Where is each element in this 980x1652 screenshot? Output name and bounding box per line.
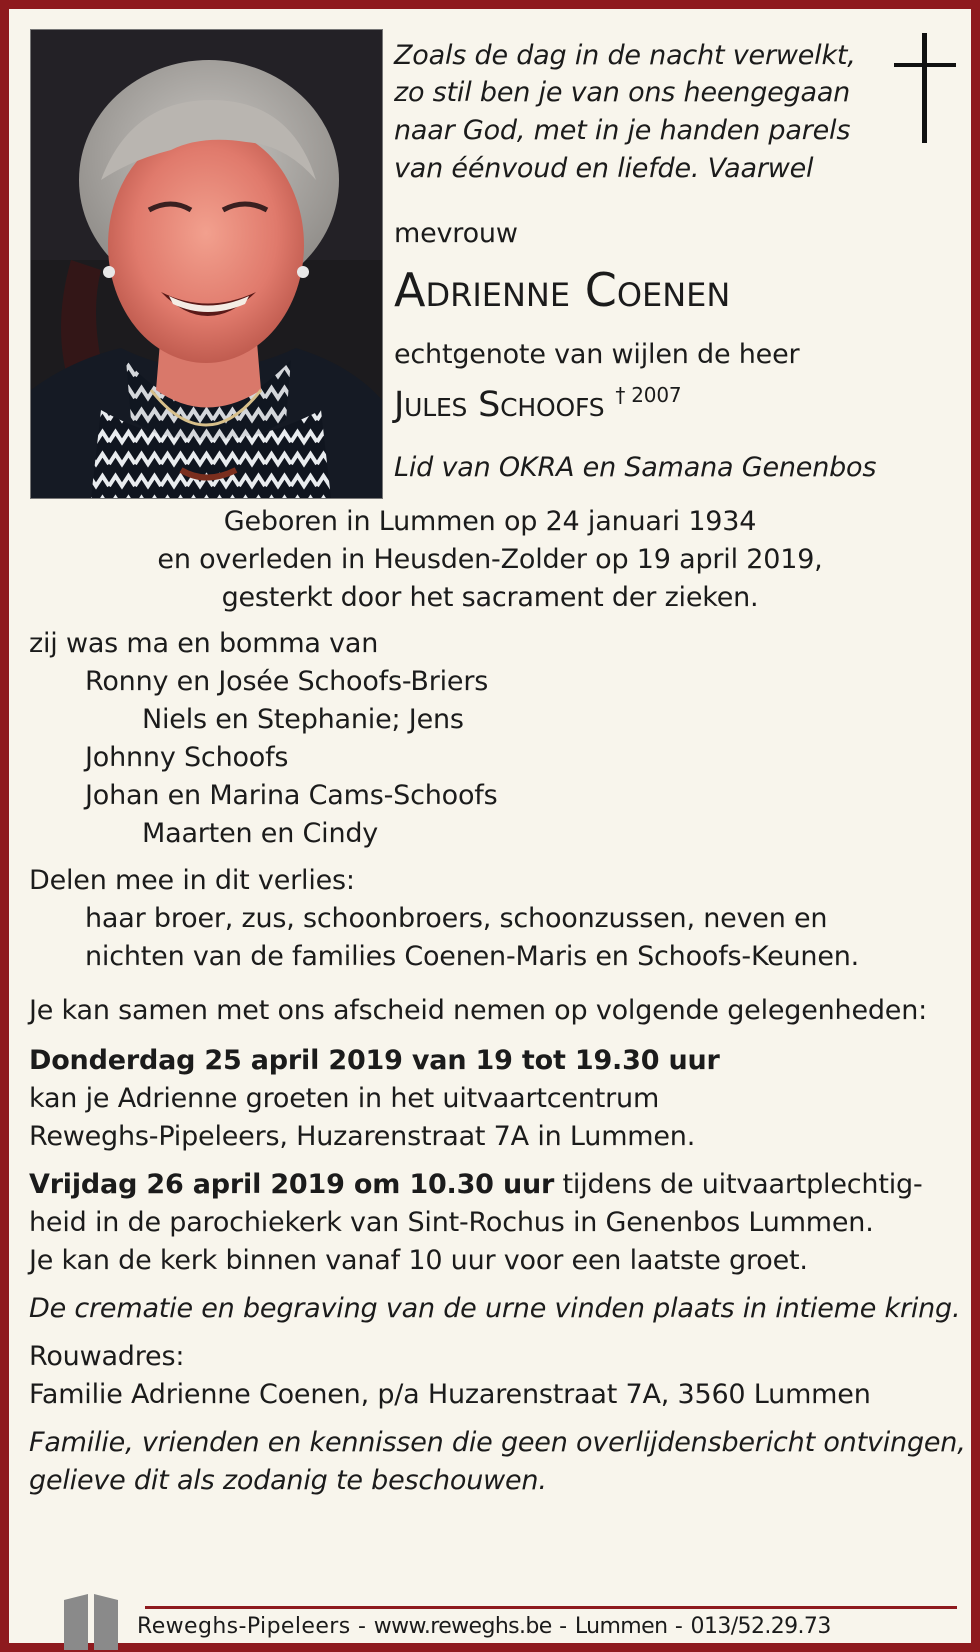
family-intro: zij was ma en bomma van <box>29 628 379 659</box>
family-member: Ronny en Josée Schoofs-Briers <box>85 666 489 697</box>
salutation: mevrouw <box>394 218 518 249</box>
farewell-intro: Je kan samen met ons afscheid nemen op volgende gelegenheden: <box>29 995 928 1026</box>
sharing-line: nichten van de families Coenen-Maris en Schoofs-Keunen. <box>85 941 860 972</box>
portrait-photo <box>30 29 383 499</box>
address-label: Rouwadres: <box>29 1341 185 1372</box>
visit-line: kan je Adrienne groeten in het uitvaartcentrum <box>29 1083 660 1114</box>
service-line: Je kan de kerk binnen vanaf 10 uur voor een laatste groet. <box>29 1245 808 1276</box>
family-member: Johan en Marina Cams-Schoofs <box>85 780 498 811</box>
service-when: Vrijdag 26 april 2019 om 10.30 uur <box>29 1169 555 1200</box>
spouse-death-year: † 2007 <box>615 383 682 407</box>
visit-when: Donderdag 25 april 2019 van 19 tot 19.30 uur <box>29 1045 720 1076</box>
spouse-intro: echtgenote van wijlen de heer <box>394 339 800 370</box>
service-line: heid in de parochiekerk van Sint-Rochus in Genenbos Lummen. <box>29 1207 874 1238</box>
sharing-intro: Delen mee in dit verlies: <box>29 865 355 896</box>
spouse-line <box>394 374 681 426</box>
death-line: en overleden in Heusden-Zolder op 19 april 2019, <box>157 544 823 575</box>
visit-line: Reweghs-Pipeleers, Huzarenstraat 7A in Lummen. <box>29 1121 696 1152</box>
membership: Lid van OKRA en Samana Genenbos <box>394 452 877 483</box>
funeral-home-logo <box>64 1592 122 1650</box>
notice-line: Familie, vrienden en kennissen die geen overlijdensbericht ontvingen, <box>29 1427 966 1458</box>
footer-company: Reweghs-Pipeleers <box>137 1614 351 1639</box>
poem-line: Zoals de dag in de nacht verwelkt, <box>394 40 856 71</box>
family-member: Niels en Stephanie; Jens <box>142 704 464 735</box>
birth-line: Geboren in Lummen op 24 januari 1934 <box>223 506 757 537</box>
footer-town: Lummen <box>574 1614 668 1639</box>
service-text: tijdens de uitvaartplechtig- <box>554 1169 923 1200</box>
footer-website[interactable]: www.reweghs.be <box>373 1614 552 1639</box>
notice-line: gelieve dit als zodanig te beschouwen. <box>29 1465 547 1496</box>
spouse-name: Jules Schoofs <box>394 385 605 425</box>
poem-line: van éénvoud en liefde. Vaarwel <box>394 153 814 184</box>
footer-divider <box>145 1606 957 1609</box>
family-member: Maarten en Cindy <box>142 818 379 849</box>
deceased-name: Adrienne Coenen <box>394 263 731 317</box>
sharing-line: haar broer, zus, schoonbroers, schoonzussen, neven en <box>85 903 828 934</box>
family-member: Johnny Schoofs <box>85 742 289 773</box>
cross-icon <box>894 33 958 143</box>
address-value: Familie Adrienne Coenen, p/a Huzarenstraat 7A, 3560 Lummen <box>29 1379 871 1410</box>
sacrament-line: gesterkt door het sacrament der zieken. <box>221 582 759 613</box>
service-line <box>29 1166 923 1204</box>
poem-line: naar God, met in je handen parels <box>394 115 851 146</box>
footer-separator: - <box>551 1614 575 1639</box>
footer-separator: - <box>350 1614 374 1639</box>
footer-phone: 013/52.29.73 <box>690 1614 831 1639</box>
footer-separator: - <box>667 1614 691 1639</box>
footer <box>137 1610 831 1644</box>
cremation-note: De crematie en begraving van de urne vinden plaats in intieme kring. <box>29 1293 961 1324</box>
poem-line: zo stil ben je van ons heengegaan <box>394 77 851 108</box>
